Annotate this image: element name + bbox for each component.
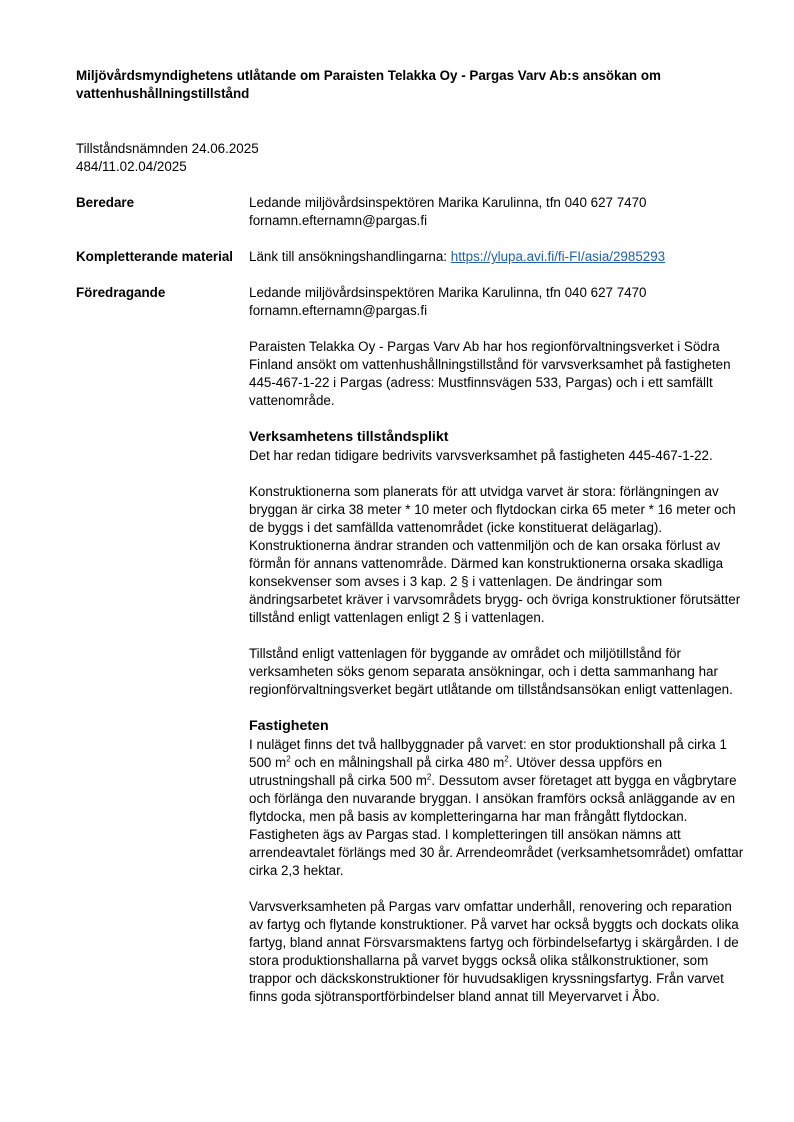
value-foredragande bbox=[249, 284, 746, 320]
section2-p1-part-d: . Dessutom avser företaget att bygga en vågbrytare och förlänga den nuvarande bryggan. I ansökan framförs också anläggande av en flytdocka, men på basis av kompletteringarna har man frångått flytdockan. Fastigheten ägs av Pargas stad. I kompletteringen till ansökan nämns att arrendeavtalet förlängs med 30 år. Arrendeområdet (verksamhetsområdet) omfattar cirka 2,3 hektar. bbox=[249, 773, 744, 878]
beredare-email: fornamn.efternamn@pargas.fi bbox=[249, 213, 428, 228]
section1-paragraph-1: Det har redan tidigare bedrivits varvsverksamhet på fastigheten 445-467-1-22. bbox=[249, 448, 713, 463]
body-column bbox=[249, 320, 746, 1006]
foredragande-email: fornamn.efternamn@pargas.fi bbox=[249, 303, 428, 318]
kompletterande-text: Länk till ansökningshandlingarna: bbox=[249, 249, 451, 264]
section2-p1-part-b: och en målningshall på cirka 480 m bbox=[290, 755, 505, 770]
section2-paragraph-1 bbox=[249, 736, 746, 880]
row-kompletterande bbox=[76, 248, 746, 266]
section2-p1-part-c: . Utöver dessa uppförs en utrustningshall på cirka 500 m bbox=[249, 755, 663, 788]
value-beredare bbox=[249, 194, 746, 230]
section-heading-fastigheten: Fastigheten bbox=[249, 718, 329, 734]
label-kompletterande: Kompletterande material bbox=[76, 249, 234, 264]
document-title: Miljövårdsmyndighetens utlåtande om Paraisten Telakka Oy - Pargas Varv Ab:s ansökan om vattenhushållningstillstånd bbox=[76, 68, 661, 101]
superscript-2: 2 bbox=[286, 754, 291, 764]
beredare-contact: Ledande miljövårdsinspektören Marika Karulinna, tfn 040 627 7470 bbox=[249, 195, 647, 210]
value-kompletterande bbox=[249, 248, 746, 266]
document-page bbox=[76, 67, 746, 1006]
label-beredare: Beredare bbox=[76, 195, 135, 210]
section-heading-tillstandsplikt: Verksamhetens tillståndsplikt bbox=[249, 429, 449, 445]
intro-paragraph: Paraisten Telakka Oy - Pargas Varv Ab har hos regionförvaltningsverket i Södra Finland ansökt om vattenhushållningstillstånd för varvsverksamhet på fastigheten 445-467-1-22 i Pargas (adress: Mustfinnsvägen 533, Pargas) och i ett samfällt vattenområde. bbox=[249, 339, 731, 408]
section2-paragraph-2: Varvsverksamheten på Pargas varv omfattar underhåll, renovering och reparation av fartyg och flytande konstruktioner. På varvet har också byggts och dockats olika fartyg, bland annat Försvarsmaktens fartyg och förbindelsefartyg i skärgården. I de stora produktionshallarna på varvet byggs också olika stålkonstruktioner, som trappor och däckskonstruktioner för huvudsakligen kryssningsfartyg. Från varvet finns goda sjötransportförbindelser bland annat till Meyervarvet i Åbo. bbox=[249, 899, 739, 1004]
section1-paragraph-3: Tillstånd enligt vattenlagen för byggande av området och miljötillstånd för verksamheten söks genom separata ansökningar, och i detta sammanhang har regionförvaltningsverket begärt utlåtande om tillståndsansökan enligt vattenlagen. bbox=[249, 646, 733, 697]
section2-p1-part-a: I nuläget finns det två hallbyggnader på varvet: en stor produktionshall på cirka 1 500 m bbox=[249, 737, 727, 770]
meta-block bbox=[76, 140, 746, 176]
foredragande-contact: Ledande miljövårdsinspektören Marika Karulinna, tfn 040 627 7470 bbox=[249, 285, 647, 300]
superscript-2: 2 bbox=[504, 754, 509, 764]
row-foredragande bbox=[76, 284, 746, 320]
row-beredare bbox=[76, 194, 746, 230]
superscript-2: 2 bbox=[426, 772, 432, 782]
label-foredragande: Föredragande bbox=[76, 285, 166, 300]
meta-case-number: 484/11.02.04/2025 bbox=[76, 159, 187, 174]
section1-paragraph-2: Konstruktionerna som planerats för att utvidga varvet är stora: förlängningen av bryggan är cirka 38 meter * 10 meter och flytdockan cirka 65 meter * 16 meter och de byggs i det samfällda vattenområdet (icke konstituerat delägarlag). Konstruktionerna ändrar stranden och vattenmiljön och de kan orsaka förlust av förmån för annans vattenområde. Därmed kan konstruktionerna orsaka skadliga konsekvenser som avses i 3 kap. 2 § i vattenlagen. De ändringar som ändringsarbetet kräver i varvsområdets brygg- och övriga konstruktioner förutsätter tillstånd enligt vattenlagen enligt 2 § i vattenlagen. bbox=[249, 484, 741, 625]
meta-board-date: Tillståndsnämnden 24.06.2025 bbox=[76, 141, 259, 156]
application-documents-link[interactable]: https://ylupa.avi.fi/fi-FI/asia/2985293 bbox=[450, 249, 666, 264]
